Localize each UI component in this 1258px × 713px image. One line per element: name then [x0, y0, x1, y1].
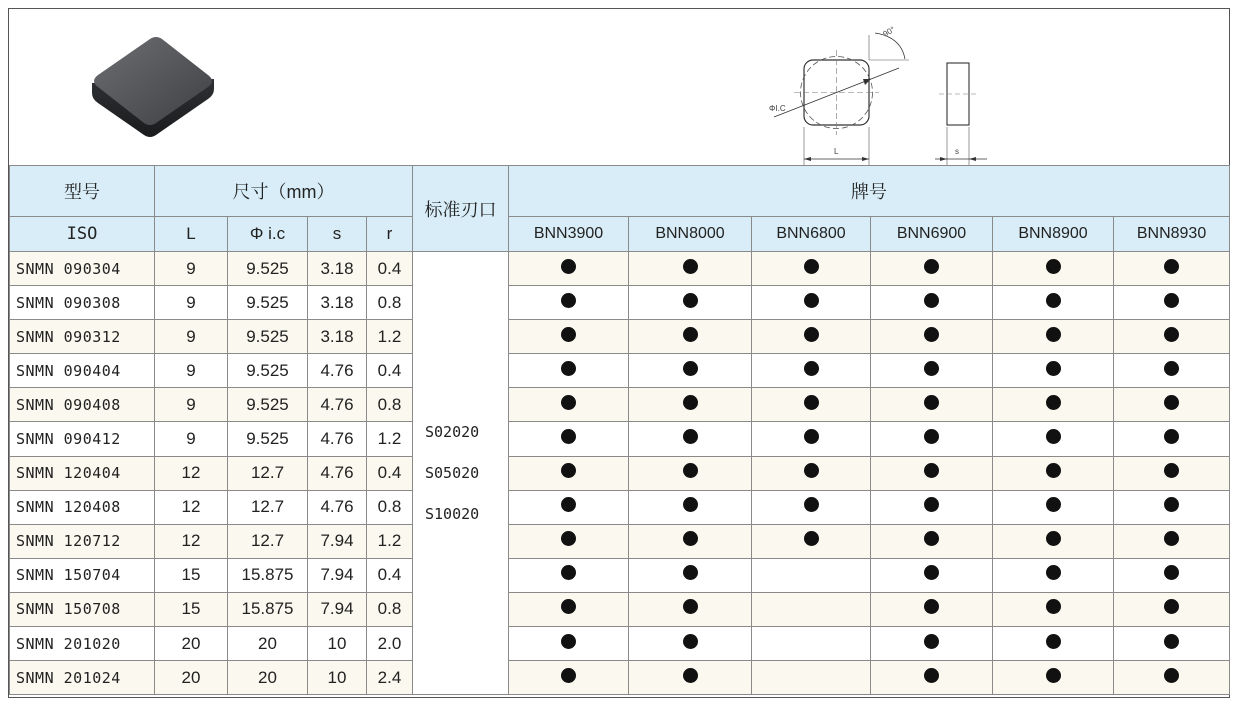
insert-drawing — [759, 15, 999, 165]
s-cell: 3.18 — [308, 286, 367, 320]
L-cell: 9 — [155, 252, 228, 286]
L-cell: 9 — [155, 388, 228, 422]
available-dot-icon — [924, 259, 939, 274]
r-cell: 2.4 — [367, 661, 413, 695]
available-dot-icon — [804, 497, 819, 512]
grade-cell — [752, 286, 871, 320]
available-dot-icon — [561, 463, 576, 478]
ic-cell: 9.525 — [228, 252, 308, 286]
edge-cell — [413, 252, 509, 695]
L-label: L — [834, 147, 839, 156]
ic-cell: 9.525 — [228, 320, 308, 354]
available-dot-icon — [804, 463, 819, 478]
table-row — [10, 524, 1230, 558]
table-row — [10, 627, 1230, 661]
L-cell: 9 — [155, 286, 228, 320]
grade-cell — [871, 627, 993, 661]
grade-cell — [1114, 286, 1230, 320]
available-dot-icon — [683, 497, 698, 512]
grade-cell — [752, 422, 871, 456]
iso-cell: SNMN 090412 — [10, 422, 155, 456]
iso-cell: SNMN 150704 — [10, 558, 155, 592]
available-dot-icon — [924, 634, 939, 649]
L-cell: 9 — [155, 422, 228, 456]
r-cell: 0.4 — [367, 456, 413, 490]
grade-cell — [993, 354, 1114, 388]
available-dot-icon — [1164, 327, 1179, 342]
available-dot-icon — [924, 361, 939, 376]
available-dot-icon — [683, 531, 698, 546]
available-dot-icon — [561, 259, 576, 274]
grade-cell — [993, 320, 1114, 354]
grade-cell — [871, 592, 993, 626]
grade-cell — [993, 456, 1114, 490]
r-cell: 2.0 — [367, 627, 413, 661]
available-dot-icon — [924, 463, 939, 478]
grade-cell — [752, 252, 871, 286]
table-row — [10, 388, 1230, 422]
L-cell: 12 — [155, 524, 228, 558]
s-cell: 4.76 — [308, 422, 367, 456]
grade-cell — [509, 252, 629, 286]
available-dot-icon — [683, 634, 698, 649]
available-dot-icon — [561, 497, 576, 512]
grade-cell — [752, 558, 871, 592]
grade-cell — [752, 524, 871, 558]
available-dot-icon — [683, 565, 698, 580]
available-dot-icon — [561, 599, 576, 614]
grade-cell — [871, 422, 993, 456]
available-dot-icon — [1164, 497, 1179, 512]
ic-cell: 9.525 — [228, 388, 308, 422]
grade-cell — [629, 354, 752, 388]
available-dot-icon — [1046, 531, 1061, 546]
edge-header: 标准刃口 — [413, 166, 509, 252]
s-cell: 7.94 — [308, 592, 367, 626]
r-cell: 0.8 — [367, 286, 413, 320]
available-dot-icon — [1046, 293, 1061, 308]
table-row — [10, 661, 1230, 695]
col-r-header: r — [367, 217, 413, 252]
available-dot-icon — [804, 429, 819, 444]
grade-cell — [1114, 490, 1230, 524]
available-dot-icon — [683, 327, 698, 342]
L-cell: 20 — [155, 627, 228, 661]
grade-cell — [993, 558, 1114, 592]
available-dot-icon — [561, 293, 576, 308]
s-cell: 10 — [308, 661, 367, 695]
grade-cell — [993, 592, 1114, 626]
spec-table — [9, 165, 1230, 695]
available-dot-icon — [804, 293, 819, 308]
grade-header: BNN6900 — [871, 217, 993, 252]
grade-cell — [993, 627, 1114, 661]
iso-cell: SNMN 090308 — [10, 286, 155, 320]
s-cell: 7.94 — [308, 524, 367, 558]
available-dot-icon — [1046, 429, 1061, 444]
grade-cell — [509, 456, 629, 490]
ic-cell: 15.875 — [228, 592, 308, 626]
available-dot-icon — [924, 497, 939, 512]
r-cell: 0.4 — [367, 354, 413, 388]
available-dot-icon — [1164, 668, 1179, 683]
grade-cell — [629, 320, 752, 354]
available-dot-icon — [804, 395, 819, 410]
grade-cell — [993, 286, 1114, 320]
available-dot-icon — [1164, 429, 1179, 444]
grade-header: BNN8900 — [993, 217, 1114, 252]
available-dot-icon — [1046, 327, 1061, 342]
grade-header: BNN3900 — [509, 217, 629, 252]
grade-cell — [1114, 422, 1230, 456]
grade-cell — [509, 388, 629, 422]
available-dot-icon — [683, 668, 698, 683]
grade-cell — [509, 558, 629, 592]
grade-cell — [871, 456, 993, 490]
available-dot-icon — [924, 429, 939, 444]
available-dot-icon — [1046, 565, 1061, 580]
available-dot-icon — [561, 327, 576, 342]
table-row — [10, 422, 1230, 456]
available-dot-icon — [1164, 463, 1179, 478]
grade-cell — [993, 422, 1114, 456]
available-dot-icon — [683, 463, 698, 478]
grade-cell — [1114, 320, 1230, 354]
available-dot-icon — [804, 327, 819, 342]
available-dot-icon — [1046, 668, 1061, 683]
ic-cell: 9.525 — [228, 286, 308, 320]
brand-header: 牌号 — [509, 166, 1230, 217]
grade-header: BNN8000 — [629, 217, 752, 252]
s-cell: 3.18 — [308, 320, 367, 354]
grade-cell — [629, 592, 752, 626]
iso-cell: SNMN 120404 — [10, 456, 155, 490]
grade-cell — [509, 661, 629, 695]
grade-header: BNN8930 — [1114, 217, 1230, 252]
r-cell: 0.4 — [367, 252, 413, 286]
available-dot-icon — [1046, 259, 1061, 274]
grade-cell — [509, 286, 629, 320]
table-row — [10, 354, 1230, 388]
grade-cell — [752, 354, 871, 388]
r-cell: 0.8 — [367, 592, 413, 626]
available-dot-icon — [1164, 293, 1179, 308]
ic-cell: 20 — [228, 661, 308, 695]
grade-cell — [871, 490, 993, 524]
available-dot-icon — [1046, 463, 1061, 478]
iso-cell: SNMN 090312 — [10, 320, 155, 354]
r-cell: 0.4 — [367, 558, 413, 592]
available-dot-icon — [1164, 531, 1179, 546]
available-dot-icon — [683, 429, 698, 444]
grade-cell — [993, 388, 1114, 422]
col-ic-header: Φ i.c — [228, 217, 308, 252]
grade-cell — [509, 422, 629, 456]
available-dot-icon — [1046, 599, 1061, 614]
grade-cell — [629, 490, 752, 524]
model-header: 型号 — [10, 166, 155, 217]
available-dot-icon — [924, 565, 939, 580]
ic-cell: 15.875 — [228, 558, 308, 592]
ic-cell: 9.525 — [228, 422, 308, 456]
edge-value: S02020 — [425, 422, 480, 441]
available-dot-icon — [1164, 565, 1179, 580]
r-cell: 1.2 — [367, 524, 413, 558]
grade-cell — [871, 661, 993, 695]
iso-cell: SNMN 090408 — [10, 388, 155, 422]
grade-cell — [629, 456, 752, 490]
grade-header: BNN6800 — [752, 217, 871, 252]
grade-cell — [1114, 627, 1230, 661]
table-row — [10, 456, 1230, 490]
table-row — [10, 592, 1230, 626]
L-cell: 15 — [155, 592, 228, 626]
grade-cell — [871, 320, 993, 354]
edge-value: S05020 — [425, 463, 480, 482]
grade-cell — [509, 627, 629, 661]
s-cell: 4.76 — [308, 490, 367, 524]
L-cell: 9 — [155, 354, 228, 388]
image-area — [9, 9, 1229, 165]
grade-cell — [871, 524, 993, 558]
angle-label: 90° — [881, 24, 897, 39]
available-dot-icon — [924, 531, 939, 546]
L-cell: 15 — [155, 558, 228, 592]
col-s-header: s — [308, 217, 367, 252]
table-row — [10, 558, 1230, 592]
grade-cell — [629, 558, 752, 592]
available-dot-icon — [1164, 361, 1179, 376]
grade-cell — [752, 320, 871, 354]
grade-cell — [509, 490, 629, 524]
s-cell: 7.94 — [308, 558, 367, 592]
iso-cell: SNMN 201024 — [10, 661, 155, 695]
r-cell: 0.8 — [367, 490, 413, 524]
edge-value: S10020 — [425, 504, 480, 523]
ic-cell: 20 — [228, 627, 308, 661]
L-cell: 20 — [155, 661, 228, 695]
available-dot-icon — [683, 361, 698, 376]
grade-cell — [1114, 354, 1230, 388]
L-cell: 9 — [155, 320, 228, 354]
r-cell: 1.2 — [367, 422, 413, 456]
ic-label: ΦI.C — [769, 104, 786, 113]
grade-cell — [509, 524, 629, 558]
ic-cell: 12.7 — [228, 490, 308, 524]
table-row — [10, 320, 1230, 354]
s-cell: 4.76 — [308, 354, 367, 388]
grade-cell — [509, 592, 629, 626]
grade-cell — [871, 286, 993, 320]
grade-cell — [629, 422, 752, 456]
size-header: 尺寸（mm） — [155, 166, 413, 217]
available-dot-icon — [1046, 361, 1061, 376]
s-label: s — [955, 147, 959, 156]
iso-cell: SNMN 201020 — [10, 627, 155, 661]
iso-cell: SNMN 090404 — [10, 354, 155, 388]
available-dot-icon — [561, 668, 576, 683]
available-dot-icon — [804, 259, 819, 274]
iso-header: ISO — [10, 217, 155, 252]
available-dot-icon — [561, 361, 576, 376]
grade-cell — [752, 456, 871, 490]
product-frame — [8, 8, 1230, 698]
iso-cell: SNMN 120408 — [10, 490, 155, 524]
available-dot-icon — [683, 599, 698, 614]
grade-cell — [629, 252, 752, 286]
grade-cell — [1114, 524, 1230, 558]
spec-table-body — [10, 252, 1230, 695]
grade-cell — [993, 661, 1114, 695]
grade-cell — [752, 388, 871, 422]
ic-cell: 12.7 — [228, 456, 308, 490]
grade-cell — [629, 661, 752, 695]
available-dot-icon — [924, 395, 939, 410]
grade-cell — [993, 252, 1114, 286]
grade-cell — [752, 627, 871, 661]
available-dot-icon — [683, 293, 698, 308]
r-cell: 1.2 — [367, 320, 413, 354]
L-cell: 12 — [155, 490, 228, 524]
available-dot-icon — [561, 634, 576, 649]
available-dot-icon — [1164, 634, 1179, 649]
table-row — [10, 286, 1230, 320]
L-cell: 12 — [155, 456, 228, 490]
grade-cell — [509, 354, 629, 388]
grade-cell — [629, 286, 752, 320]
table-row — [10, 490, 1230, 524]
s-cell: 4.76 — [308, 388, 367, 422]
iso-cell: SNMN 150708 — [10, 592, 155, 626]
grade-cell — [752, 592, 871, 626]
available-dot-icon — [561, 395, 576, 410]
grade-cell — [871, 354, 993, 388]
ic-cell: 9.525 — [228, 354, 308, 388]
s-cell: 10 — [308, 627, 367, 661]
grade-cell — [1114, 456, 1230, 490]
available-dot-icon — [561, 429, 576, 444]
available-dot-icon — [1046, 634, 1061, 649]
grade-cell — [629, 524, 752, 558]
grade-cell — [629, 627, 752, 661]
available-dot-icon — [1164, 599, 1179, 614]
table-row — [10, 252, 1230, 286]
available-dot-icon — [924, 327, 939, 342]
grade-cell — [871, 388, 993, 422]
available-dot-icon — [683, 395, 698, 410]
s-cell: 4.76 — [308, 456, 367, 490]
available-dot-icon — [924, 668, 939, 683]
r-cell: 0.8 — [367, 388, 413, 422]
grade-cell — [1114, 558, 1230, 592]
grade-cell — [1114, 661, 1230, 695]
available-dot-icon — [1046, 497, 1061, 512]
grade-cell — [752, 661, 871, 695]
available-dot-icon — [1164, 259, 1179, 274]
grade-cell — [871, 252, 993, 286]
iso-cell: SNMN 090304 — [10, 252, 155, 286]
grade-cell — [993, 524, 1114, 558]
available-dot-icon — [804, 361, 819, 376]
available-dot-icon — [924, 293, 939, 308]
available-dot-icon — [561, 565, 576, 580]
grade-cell — [1114, 592, 1230, 626]
grade-cell — [871, 558, 993, 592]
available-dot-icon — [804, 531, 819, 546]
available-dot-icon — [924, 599, 939, 614]
grade-cell — [1114, 252, 1230, 286]
s-cell: 3.18 — [308, 252, 367, 286]
available-dot-icon — [1164, 395, 1179, 410]
ic-cell: 12.7 — [228, 524, 308, 558]
col-L-header: L — [155, 217, 228, 252]
spec-table-wrap — [9, 165, 1229, 695]
grade-cell — [629, 388, 752, 422]
insert-photo — [84, 31, 234, 141]
available-dot-icon — [561, 531, 576, 546]
grade-cell — [993, 490, 1114, 524]
iso-cell: SNMN 120712 — [10, 524, 155, 558]
grade-cell — [752, 490, 871, 524]
available-dot-icon — [683, 259, 698, 274]
available-dot-icon — [1046, 395, 1061, 410]
grade-cell — [509, 320, 629, 354]
grade-cell — [1114, 388, 1230, 422]
